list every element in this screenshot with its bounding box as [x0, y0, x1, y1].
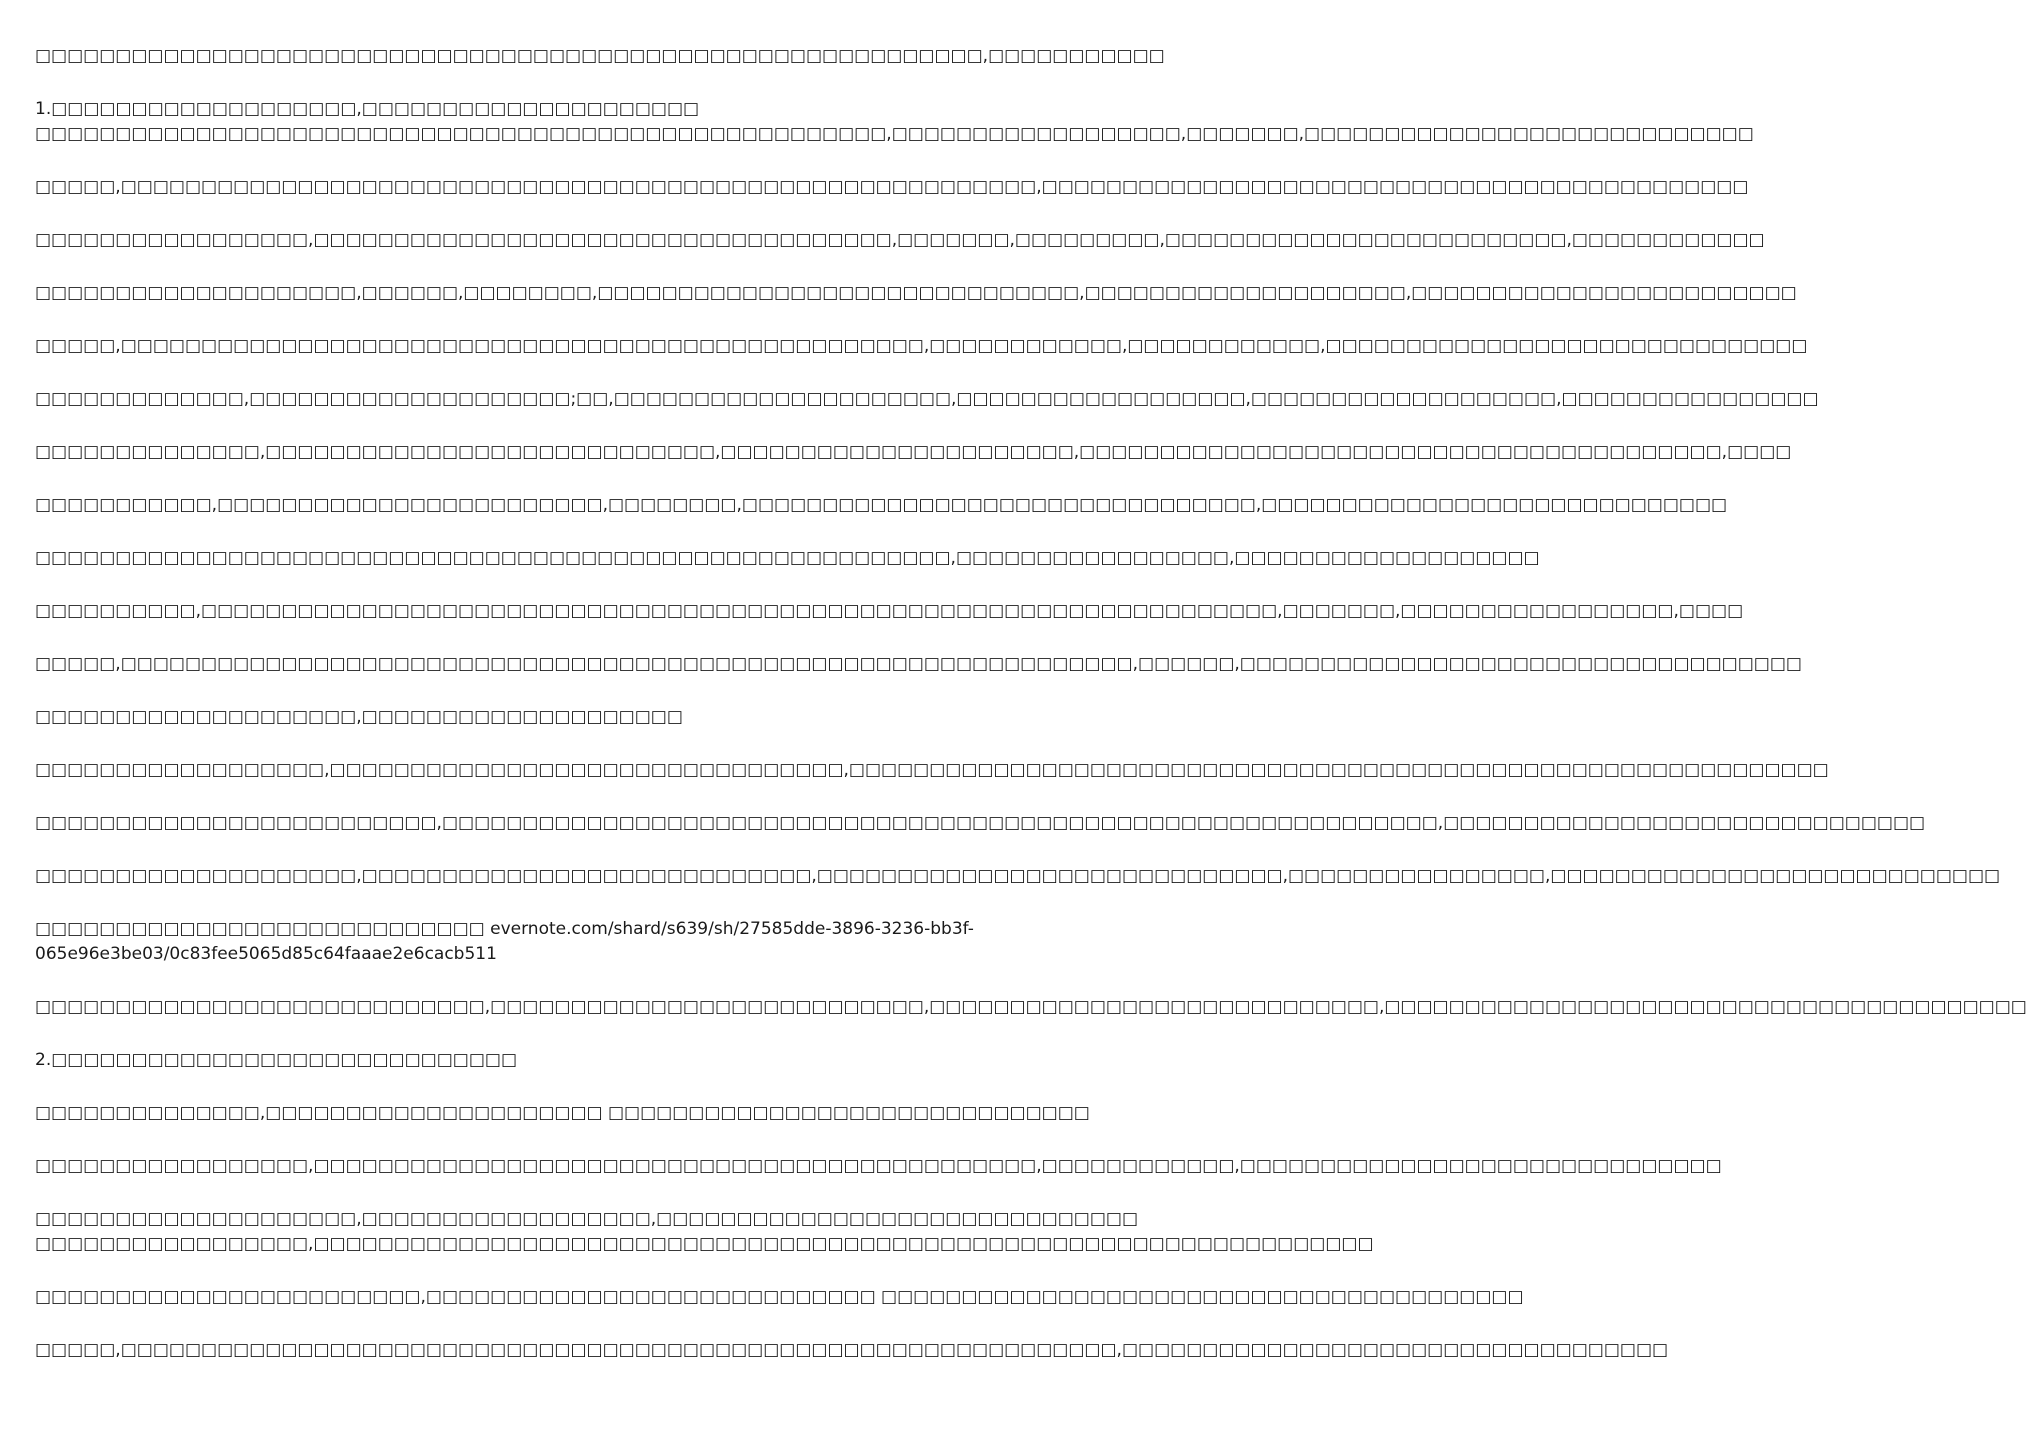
text-line: □□□□□□□□□□□□□□□□□□□□□□□□□,□□□□□□□□□□□□□□□□□□□□□□□□□□□□□□□□□□□□□□□□□□□□□□□□□□□□□□□□□□□□□□,□□□□□□□□□□□□□□□□□□□□□□□□□□□□□□: [35, 813, 1926, 833]
link-continuation[interactable]: 065e96e3be03/0c83fee5065d85c64faaae2e6cacb511: [35, 944, 497, 964]
paragraph: [35, 334, 1808, 359]
text-line: □□□□□□□□□□□□□□□□□□□□□□□□□□□□,□□□□□□□□□□□□□□□□□□□□□□□□□□□,□□□□□□□□□□□□□□□□□□□□□□□□□□□□,□□□□□□□□□□□□□□□□□□□□□□□□□□□□□□□□□□□□□□□□: [35, 997, 2027, 1017]
paragraph: [35, 1338, 1669, 1363]
paragraph: [35, 281, 1797, 306]
section-heading: 2.□□□□□□□□□□□□□□□□□□□□□□□□□□□□□: [35, 1050, 518, 1070]
paragraph: [35, 1207, 1374, 1257]
text-line: □□□□□,□□□□□□□□□□□□□□□□□□□□□□□□□□□□□□□□□□□□□□□□□□□□□□□□□□,□□□□□□□□□□□□,□□□□□□□□□□□□,□□□□□□□□□□□□□□□□□□□□□□□□□□□□□□: [35, 336, 1808, 356]
text-line: □□□□□,□□□□□□□□□□□□□□□□□□□□□□□□□□□□□□□□□□□□□□□□□□□□□□□□□□□□□□□□□,□□□□□□□□□□□□□□□□□□□□□□□□□□□□□□□□□□□□□□□□□□□□: [35, 177, 1749, 197]
section-heading: 1.□□□□□□□□□□□□□□□□□□□,□□□□□□□□□□□□□□□□□□□□□: [35, 99, 700, 119]
text-line: □□□□□□□□□□□□□□□□□,□□□□□□□□□□□□□□□□□□□□□□□□□□□□□□□□□□□□□□□□□□□□□□□□□□□□□□□□□□□□□□□□□□: [35, 1234, 1374, 1254]
text-line: □□□□□□□□□□□□□□□□□□□□□□□□□□□□□□□□□□□□□□□□□□□□□□□□□□□□□□□□□□□,□□□□□□□□□□□: [35, 46, 1165, 66]
paragraph: [35, 864, 2001, 889]
text-line: □□□□□□□□□□□□□□□□□□□□,□□□□□□□□□□□□□□□□□□□□□□□□□□□□,□□□□□□□□□□□□□□□□□□□□□□□□□□□□□,□□□□□□□□□□□□□□□□,□□□□□□□□□□□□□□□□□□□□□□□□□□□□: [35, 866, 2001, 886]
paragraph: [35, 1285, 1524, 1310]
paragraph: [35, 705, 990, 730]
text-line: □□□□□□□□□□□□□,□□□□□□□□□□□□□□□□□□□□;□□,□□□□□□□□□□□□□□□□□□□□□,□□□□□□□□□□□□□□□□□□,□□□□□□□□□□□□□□□□□□□,□□□□□□□□□□□□□□□□: [35, 389, 1819, 409]
text-line: □□□□□□□□□□□□□□,□□□□□□□□□□□□□□□□□□□□□ □□□□□□□□□□□□□□□□□□□□□□□□□□□□□□: [35, 1103, 1090, 1123]
paragraph: [35, 387, 1819, 412]
text-line: □□□□□□□□□□□□□□□□□□□□,□□□□□□□□□□□□□□□□□□□□: [35, 707, 683, 727]
paragraph: [35, 1101, 1090, 1126]
text-line: □□□□□□□□□□□□□□□□□,□□□□□□□□□□□□□□□□□□□□□□□□□□□□□□□□□□□□□□□□□□□□□,□□□□□□□□□□□□,□□□□□□□□□□□□□□□□□□□□□□□□□□□□□□: [35, 1156, 1722, 1176]
section-heading-paragraph: [35, 1048, 990, 1073]
text-line: □□□□□□□□□□□,□□□□□□□□□□□□□□□□□□□□□□□□,□□□□□□□□,□□□□□□□□□□□□□□□□□□□□□□□□□□□□□□□□,□□□□□□□□□□□□□□□□□□□□□□□□□□□□□: [35, 495, 1728, 515]
text-line-with-link[interactable]: □□□□□□□□□□□□□□□□□□□□□□□□□□□□ evernote.com/shard/s639/sh/27585dde-3896-3236-bb3f-: [35, 919, 974, 939]
section-heading-paragraph: [35, 97, 1754, 147]
text-line: □□□□□□□□□□□□□□□□□□□□,□□□□□□,□□□□□□□□,□□□□□□□□□□□□□□□□□□□□□□□□□□□□□□,□□□□□□□□□□□□□□□□□□□□,□□□□□□□□□□□□□□□□□□□□□□□□: [35, 283, 1797, 303]
text-line: □□□□□,□□□□□□□□□□□□□□□□□□□□□□□□□□□□□□□□□□□□□□□□□□□□□□□□□□□□□□□□□□□□□□□,□□□□□□,□□□□□□□□□□□□□□□□□□□□□□□□□□□□□□□□□□□: [35, 654, 1802, 674]
text-line: □□□□□□□□□□□□□□□□□□□□□□□□,□□□□□□□□□□□□□□□□□□□□□□□□□□□□ □□□□□□□□□□□□□□□□□□□□□□□□□□□□□□□□□□□□□□□□: [35, 1287, 1524, 1307]
text-line: □□□□□□□□□□□□□□,□□□□□□□□□□□□□□□□□□□□□□□□□□□□,□□□□□□□□□□□□□□□□□□□□□□,□□□□□□□□□□□□□□□□□□□□□□□□□□□□□□□□□□□□□□□□,□□□□: [35, 442, 1792, 462]
paragraph: [35, 758, 1829, 783]
paragraph: [35, 228, 1765, 253]
paragraph: [35, 493, 1728, 518]
text-line: □□□□□□□□□□,□□□□□□□□□□□□□□□□□□□□□□□□□□□□□□□□□□□□□□□□□□□□□□□□□□□□□□□□□□□□□□□□□□□,□□□□□□□,□□□□□□□□□□□□□□□□□,□□□□: [35, 601, 1744, 621]
paragraph: [35, 599, 1744, 624]
text-line: □□□□□□□□□□□□□□□□□,□□□□□□□□□□□□□□□□□□□□□□□□□□□□□□□□□□□□,□□□□□□□,□□□□□□□□□,□□□□□□□□□□□□□□□□□□□□□□□□□,□□□□□□□□□□□□: [35, 230, 1765, 250]
paragraph: [35, 652, 1802, 677]
paragraph: [35, 440, 1792, 465]
text-line: □□□□□□□□□□□□□□□□□□,□□□□□□□□□□□□□□□□□□□□□□□□□□□□□□□□,□□□□□□□□□□□□□□□□□□□□□□□□□□□□□□□□□□□□□□□□□□□□□□□□□□□□□□□□□□□□□: [35, 760, 1829, 780]
text-line: □□□□□□□□□□□□□□□□□□□□,□□□□□□□□□□□□□□□□□□,□□□□□□□□□□□□□□□□□□□□□□□□□□□□□□: [35, 1209, 1139, 1229]
paragraph: [35, 44, 1165, 69]
paragraph: [35, 995, 2027, 1020]
document-body: [35, 44, 2027, 1391]
paragraph: [35, 1154, 1722, 1179]
text-line: □□□□□,□□□□□□□□□□□□□□□□□□□□□□□□□□□□□□□□□□□□□□□□□□□□□□□□□□□□□□□□□□□□□□,□□□□□□□□□□□□□□□□□□□□□□□□□□□□□□□□□□: [35, 1340, 1669, 1360]
text-line: □□□□□□□□□□□□□□□□□□□□□□□□□□□□□□□□□□□□□□□□□□□□□□□□□□□□□□□□□,□□□□□□□□□□□□□□□□□,□□□□□□□□□□□□□□□□□□□: [35, 548, 1540, 568]
paragraph: [35, 175, 1749, 200]
paragraph: [35, 811, 1926, 836]
paragraph: [35, 546, 1540, 571]
link-paragraph: [35, 917, 990, 967]
text-line: □□□□□□□□□□□□□□□□□□□□□□□□□□□□□□□□□□□□□□□□□□□□□□□□□□□□□,□□□□□□□□□□□□□□□□□□,□□□□□□□,□□□□□□□□□□□□□□□□□□□□□□□□□□□□: [35, 124, 1754, 144]
